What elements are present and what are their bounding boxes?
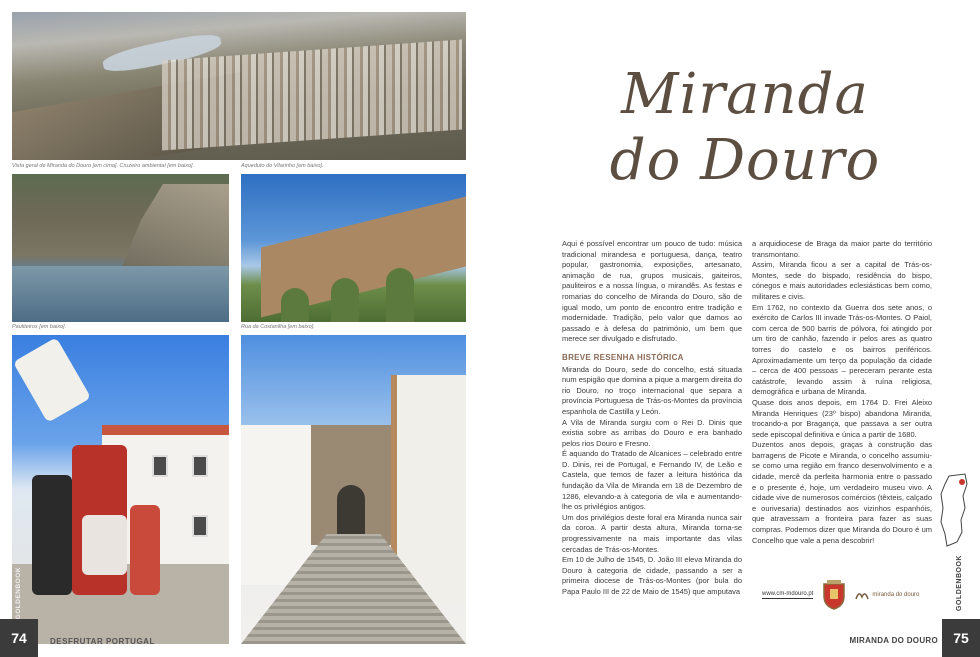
paragraph: Um dos privilégios deste foral era Miranda nunca sair da coroa. A partir desta altura, Miranda torna-se progressivamente na mais importante das vilas cercadas de Trás-os-Montes. <box>562 512 742 554</box>
caption-street: Rua da Costanilha [em baixo]. <box>241 324 315 330</box>
paragraph: Em 10 de Julho de 1545, D. João III eleva Miranda do Douro à categoria de cidade, passando a ser a primeira diocese de Trás-os-Montes (por bula do Papa Paulo III de 22 de Maio de 1545) que amputava <box>562 555 742 596</box>
intro-paragraph: Aqui é possível encontrar um pouco de tudo: música tradicional mirandesa e portuguesa, dança, teatro popular, gastronomia, exposições, artesanato, animação de rua, grupos musicais, gaiteiros, pauliteiros e a nossa língua, o mirandês. As festas e romarias do concelho de Miranda do Douro, são de igual modo, um ponto de encontro entre tradição e modernidade. Tradição, pelo valor que damos ao passado e à defesa do património, um bem que merece ser divulgado e disfrutado. <box>562 239 742 344</box>
page-title <box>600 62 890 194</box>
portugal-map-icon <box>935 472 975 552</box>
text-column-2 <box>752 239 932 546</box>
paragraph: A Vila de Miranda surgiu com o Rei D. Dinis que existia sobre as arribas do Douro e era banhado pelos rios Douro e Fresno. <box>562 417 742 448</box>
page-number-right: 75 <box>942 619 980 657</box>
text-column-1 <box>562 239 742 598</box>
caption-aqueduct: Aqueduto do Vilarinho [em baixo]. <box>241 163 324 169</box>
footer-left-text: DESFRUTAR PORTUGAL <box>50 637 155 646</box>
spine-label-right: GOLDENBOOK <box>956 555 963 611</box>
paragraph: Miranda do Douro, sede do concelho, está situada num espigão que domina a pique a margem direita do rio Douro, no troço internacional que separa a província Portuguesa de Trás-os-Montes da província espanhola de Castilla y León. <box>562 364 742 416</box>
brand-logo <box>855 589 919 601</box>
title-line-2: do Douro <box>609 128 881 193</box>
section-heading: BREVE RESENHA HISTÓRICA <box>562 352 684 362</box>
caption-aerial: Vista geral de Miranda do Douro [em cima]. Cruzeiro ambiental [em baixo]. <box>12 163 195 169</box>
street-photo <box>241 335 466 644</box>
footer-right-text: MIRANDA DO DOURO <box>849 636 938 645</box>
paragraph: Em 1762, no contexto da Guerra dos sete anos, o exército de Carlos III invade Trás-os-Montes. O Paiol, com cerca de 500 barris de pólvora, foi atingido por um tiro de canhão, fazendo ir pelos ares as quatro torres do castelo e os bairros periféricos. Aproximadamente um terço da população da cidade – cerca de 400 pessoas – pereceram perante esta catástrofe, levando assim à ruína religiosa, demográfica e urbana de Miranda. <box>752 302 932 397</box>
paragraph: Duzentos anos depois, graças à construção das barragens de Picote e Miranda, o concelho assumiu-se como uma região em franco desenvolvimento e a cidade, mercê da perfeita harmonia entre o passado e o presente é, hoje, um verdadeiro museu vivo. A cidade vive de numerosos comércios (têxteis, calçado e ourivesaria) destinados aos vizinhos espanhóis, que atravessam a fronteira para fazer as suas compras. Podemos dizer que Miranda do Douro é um Concelho que vale a pena descobrir! <box>752 440 932 545</box>
paragraph: Quase dois anos depois, em 1764 D. Frei Aleixo Miranda Henriques (23º bispo) abandona Miranda, trocando-a por Bragança, que passava a ser outra sede episcopal definitiva e única a partir de 1680. <box>752 397 932 439</box>
brand-swirl-icon <box>855 589 869 601</box>
caption-gorge: Pauliteiros [em baixo]. <box>12 324 67 330</box>
river-gorge-photo <box>12 174 229 322</box>
paragraph: É aquando do Tratado de Alcanices – celebrado entre D. Dinis, rei de Portugal, e Fernando IV, de Leão e Castela, que temos de fazer a leitura histórica da fundação da Vila de Miranda em 18 de Dezembro de 1286, elevando-a à categoria de vila e aumentando-lhe os privilégios antigos. <box>562 449 742 512</box>
page-number-left: 74 <box>0 619 38 657</box>
municipal-crest-icon <box>821 580 847 610</box>
spine-label-left: GOLDENBOOK <box>15 566 22 619</box>
title-line-1: Miranda <box>621 62 869 127</box>
dancers-photo <box>12 335 229 644</box>
paragraph: Assim, Miranda ficou a ser a capital de Trás-os-Montes, sede do bispado, residência do bispo, cónegos e mais autoridades eclesiásticas bem como, militares e civis. <box>752 260 932 301</box>
website-link[interactable]: www.cm-mdouro.pt <box>762 591 814 597</box>
paragraph: a arquidiocese de Braga da maior parte do território transmontano. <box>752 239 932 259</box>
footer-logos <box>762 577 942 613</box>
aerial-photo <box>12 12 466 160</box>
brand-logo-text: miranda do douro <box>872 592 920 598</box>
aqueduct-photo <box>241 174 466 322</box>
